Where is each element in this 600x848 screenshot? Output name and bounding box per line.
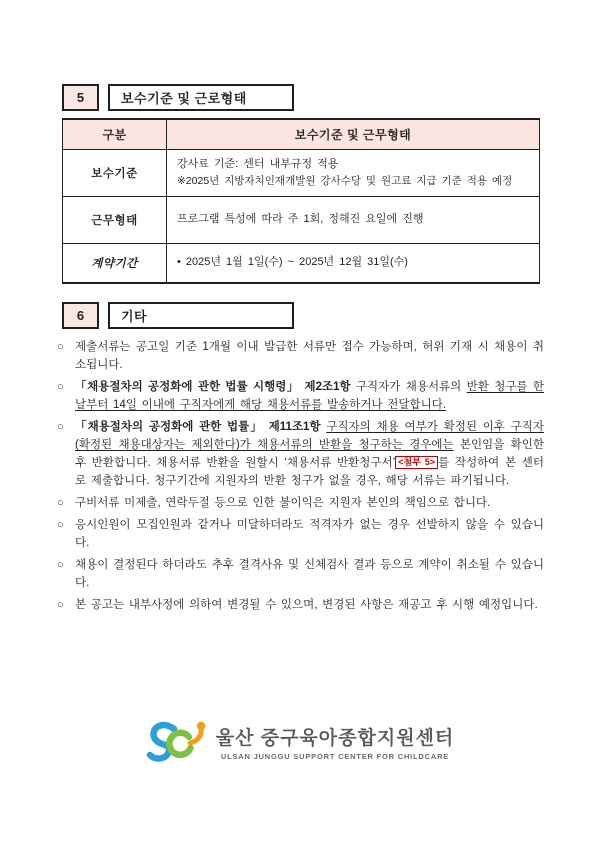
- table-header-details: 보수기준 및 근무형태: [167, 119, 540, 149]
- note-item-4: [57, 494, 544, 512]
- note-text-1: 제출서류는 공고일 기준 1개월 이내 발급한 서류만 접수 가능하며, 허위 기재 시 채용이 취소됩니다.: [75, 341, 544, 371]
- childcare-center-logo-icon: [146, 718, 210, 766]
- pay-standard-value: [167, 149, 540, 196]
- contract-period-value: • 2025년 1월 1일(수) ~ 2025년 12월 31일(수): [167, 243, 540, 283]
- note-2-underlined: 반환 청구를 한 날부터 14일 이내에 구직자에게 해당 채용서류를 발송하거나 전달합니다.: [75, 381, 544, 411]
- section-5-title: 보수기준 및 근로형태: [108, 84, 294, 111]
- pay-standard-label: 보수기준: [63, 149, 167, 196]
- note-text-7: 본 공고는 내부사정에 의하여 변경될 수 있으며, 변경된 사항은 재공고 후 시행 예정입니다.: [75, 599, 538, 611]
- table-row-term: [63, 243, 540, 283]
- note-text-3: [75, 418, 544, 490]
- table-row-work: [63, 196, 540, 243]
- logo-english-name: ULSAN JUNGGU SUPPORT CENTER FOR CHILDCARE: [220, 752, 450, 761]
- note-text-6: 채용이 결정된다 하더라도 추후 결격사유 및 신체검사 결과 등으로 계약이 취소될 수 있습니다.: [75, 559, 544, 589]
- note-item-6: [57, 556, 544, 592]
- section-5-number: 5: [62, 84, 99, 111]
- circle-bullet-icon: ○: [57, 519, 64, 531]
- table-header-category: 구분: [63, 119, 167, 149]
- circle-bullet-icon: ○: [57, 381, 64, 393]
- note-item-1: [57, 338, 544, 374]
- attachment-5-tag: <첨부 5>: [395, 456, 438, 469]
- organization-logo: [0, 718, 600, 766]
- logo-korean-name: 울산 중구육아종합지원센터: [215, 728, 455, 749]
- note-3-middle2: 를 작성하여 본 센터로 제출합니다. 청구기간에 지원자의 반환 청구가 없을 경우, 해당 서류는 파기됩니다.: [75, 457, 544, 487]
- pay-standard-line2: ※2025년 지방자치인재개발원 강사수당 및 원고료 지급 기준 적용 예정: [177, 174, 513, 187]
- section-6-header: [62, 302, 294, 329]
- section-6-title: 기타: [108, 302, 294, 329]
- note-text-4: 구비서류 미제출, 연락두절 등으로 인한 불이익은 지원자 본인의 책임으로 합니다.: [75, 497, 491, 509]
- note-item-2: [57, 378, 544, 414]
- note-text-5: 응시인원이 모집인원과 같거나 미달하더라도 적격자가 없는 경우 선발하지 않을 수 있습니다.: [75, 519, 544, 549]
- contract-period-label: 계약기간: [63, 243, 167, 283]
- note-3-middle1: 본인임을 확인한 후 반환합니다. 채용서류 반환을 원할시 ‘채용서류 반환청구서’: [75, 439, 544, 469]
- section-5-header: [62, 84, 294, 111]
- work-type-value: 프로그램 특성에 따라 주 1회, 정해진 요일에 진행: [167, 196, 540, 243]
- law-reference-bold: 「채용절차의 공정화에 관한 법률 시행령」 제2조1항: [75, 381, 351, 393]
- circle-bullet-icon: ○: [57, 497, 64, 509]
- law-reference-bold: 「채용절차의 공정화에 관한 법률」 제11조1항: [75, 421, 321, 433]
- table-row-pay: [63, 149, 540, 196]
- note-item-5: [57, 516, 544, 552]
- work-type-label: 근무형태: [63, 196, 167, 243]
- note-2-middle: 구직자가 채용서류의: [350, 381, 467, 393]
- pay-standard-line1: 강사료 기준: 센터 내부규정 적용: [177, 157, 339, 170]
- notes-list: [57, 338, 544, 618]
- note-text-2: [75, 378, 544, 414]
- logo-text-block: [216, 723, 455, 761]
- pay-conditions-table: [62, 118, 540, 284]
- note-item-7: [57, 596, 544, 614]
- circle-bullet-icon: ○: [57, 599, 64, 611]
- circle-bullet-icon: ○: [57, 341, 64, 353]
- circle-bullet-icon: ○: [57, 559, 64, 571]
- note-item-3: [57, 418, 544, 490]
- section-6-number: 6: [62, 302, 99, 329]
- table-header-row: [63, 119, 540, 149]
- note-3-underlined: 구직자의 채용 여부가 확정된 이후 구직자(확정된 채용대상자는 제외한다)가 채용서류의 반환을 청구하는 경우에는: [75, 421, 544, 451]
- circle-bullet-icon: ○: [57, 421, 64, 433]
